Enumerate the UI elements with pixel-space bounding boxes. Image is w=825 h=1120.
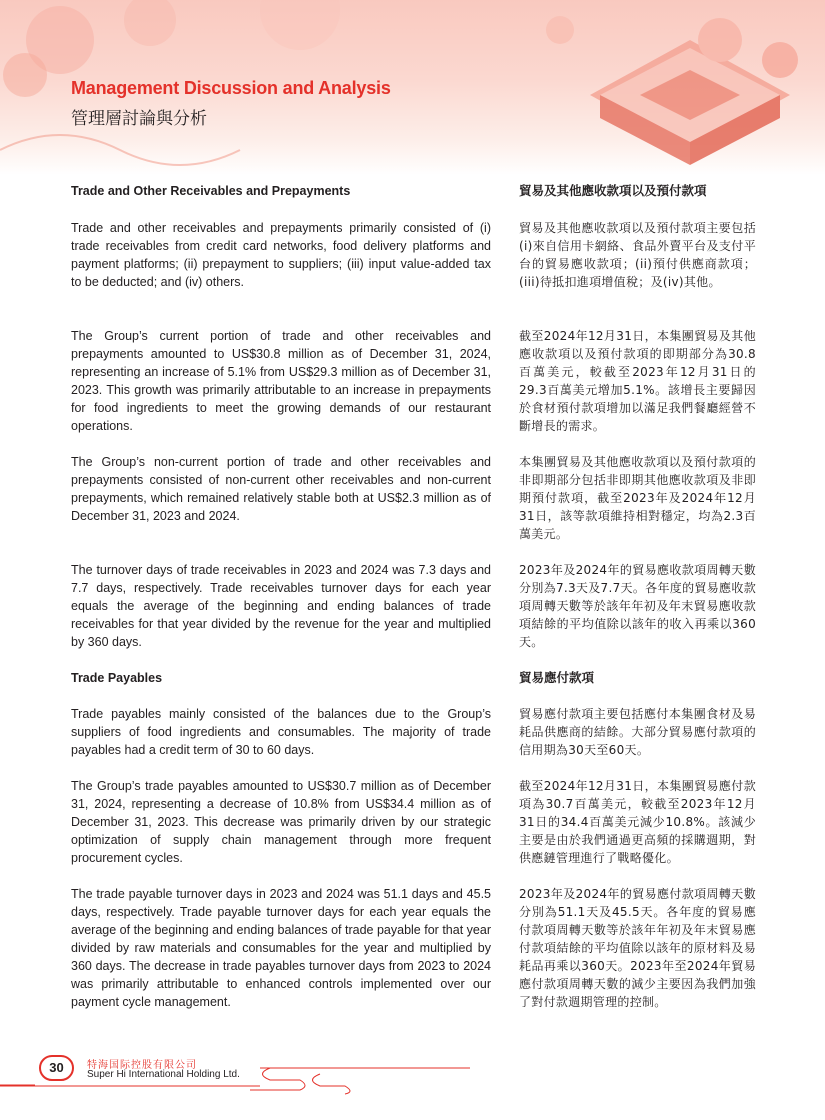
paragraph: The Group’s non-current portion of trade and other receivables and prepayments consisted of non-current other receivables and non-current prepayments, which remained relatively stable both at US$2.3 million as of December 31, 2023 and 2024. bbox=[71, 455, 491, 523]
page-number: 30 bbox=[39, 1055, 74, 1081]
company-name-cn: 特海国际控股有限公司 bbox=[87, 1060, 197, 1071]
paragraph: Trade payables mainly consisted of the balances due to the Group’s suppliers of food ingredients and consumables. The majority of trade payables had a credit term of 30 to 60 days. bbox=[71, 707, 491, 757]
paragraph: The Group’s trade payables amounted to US$30.7 million as of December 31, 2024, representing a decrease of 10.8% from US$34.4 million as of December 31, 2023. This decrease was primarily driven by our strategic optimization of supply chain management through more frequent procurement cycles. bbox=[71, 779, 491, 865]
header-banner bbox=[0, 0, 825, 175]
paragraph: 截至2024年12月31日，本集團貿易應付款項為30.7百萬美元，較截至2023年12月31日的34.4百萬美元減少10.8%。該減少主要是由於我們通過更高頻的採購週期，對供應鏈管理進行了戰略優化。 bbox=[519, 779, 756, 865]
paragraph: The trade payable turnover days in 2023 and 2024 was 51.1 days and 45.5 days, respectively. Trade payable turnover days for each year equals the average of the beginning and ending balances of trade payable for that year divided by raw materials and consumables for the year and multiplied by 360 days. The decrease in trade payables turnover days from 2023 to 2024 was primarily attributable to enhanced controls implemented over our payment cycle management. bbox=[71, 887, 491, 1009]
paragraph: 截至2024年12月31日，本集團貿易及其他應收款項以及預付款項的即期部分為30.8百萬美元，較截至2023年12月31日的29.3百萬美元增加5.1%。該增長主要歸因於食材預付款項增加以滿足我們餐廳經營不斷增長的需求。 bbox=[519, 329, 756, 433]
paragraph: 2023年及2024年的貿易應付款項周轉天數分別為51.1天及45.5天。各年度的貿易應付款項周轉天數等於該年年初及年末貿易應付款項結餘的平均值除以該年的原材料及易耗品再乘以360天。2023年至2024年貿易應付款項周轉天數的減少主要因為我們加強了對付款週期管理的控制。 bbox=[519, 887, 756, 1009]
page-subtitle: 管理層討論與分析 bbox=[71, 109, 207, 129]
paragraph: 貿易應付款項主要包括應付本集團食材及易耗品供應商的結餘。大部分貿易應付款項的信用期為30天至60天。 bbox=[519, 707, 756, 757]
paragraph: The Group’s current portion of trade and other receivables and prepayments amounted to US$30.8 million as of December 31, 2024, representing an increase of 5.1% from US$29.3 million as of December 31, 2023. This growth was primarily attributable to an increase in prepayments for food ingredients to meet the growing demands of our restaurant operations. bbox=[71, 329, 491, 433]
paragraph: The turnover days of trade receivables in 2023 and 2024 was 7.3 days and 7.7 days, respectively. Trade receivables turnover days for each year equals the average of the beginning and ending balances of trade receivables for that year divided by the revenue for the year and multiplied by 360 days. bbox=[71, 563, 491, 649]
section-heading: Trade Payables bbox=[71, 671, 163, 685]
paragraph: Trade and other receivables and prepayments primarily consisted of (i) trade receivables from credit card networks, food delivery platforms and payment platforms; (ii) prepayment to suppliers; (iii) input value-added tax to be deducted; and (iv) others. bbox=[71, 221, 491, 289]
company-name-en: Super Hi International Holding Ltd. bbox=[87, 1069, 240, 1080]
paragraph: 本集團貿易及其他應收款項以及預付款項的非即期部分包括非即期其他應收款項及非即期預付款項，截至2023年及2024年12月31日，該等款項維持相對穩定，均為2.3百萬美元。 bbox=[519, 455, 756, 541]
paragraph: 2023年及2024年的貿易應收款項周轉天數分別為7.3天及7.7天。各年度的貿易應收款項周轉天數等於該年年初及年末貿易應收款項結餘的平均值除以該年的收入再乘以360天。 bbox=[519, 563, 756, 649]
paragraph: 貿易及其他應收款項以及預付款項主要包括(i)來自信用卡網絡、食品外賣平台及支付平台的貿易應收款項；(ii)預付供應商款項；(iii)待抵扣進項增值稅；及(iv)其他。 bbox=[519, 221, 756, 289]
section-heading: Trade and Other Receivables and Prepayments bbox=[71, 184, 351, 198]
section-heading: 貿易及其他應收款項以及預付款項 bbox=[519, 183, 707, 198]
page-title: Management Discussion and Analysis bbox=[71, 78, 391, 98]
section-heading: 貿易應付款項 bbox=[519, 670, 595, 685]
